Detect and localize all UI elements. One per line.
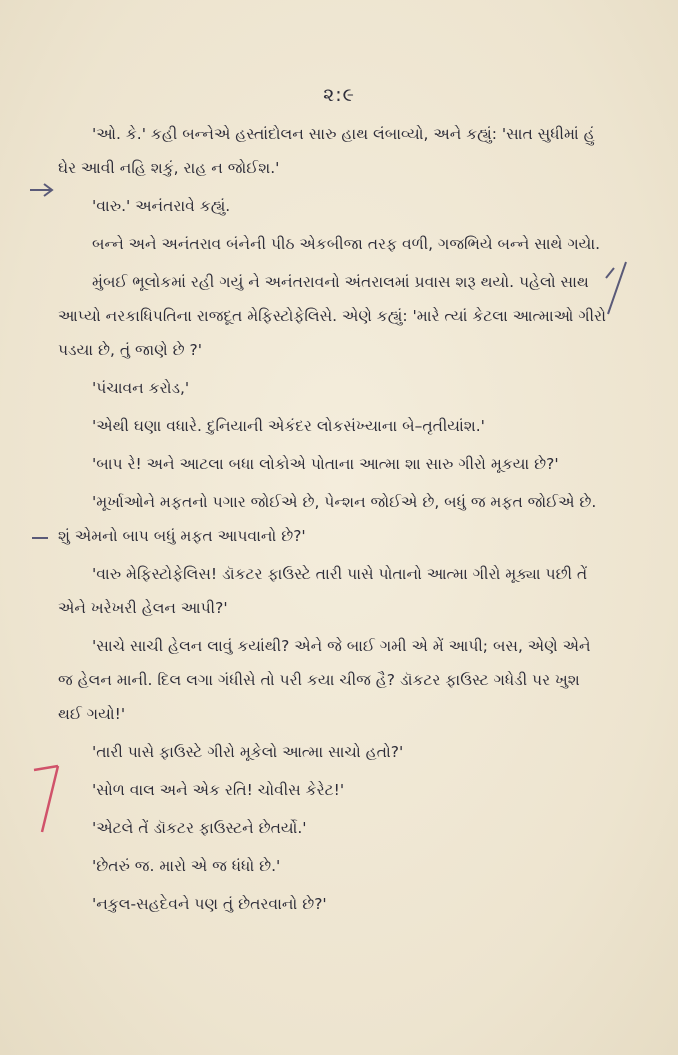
paragraph: 'બાપ રે! અને આટલા બધા લોકોએ પોતાના આત્મા શા સારુ ગીરો મૂકયા છે?' bbox=[92, 455, 559, 473]
paragraph: મુંબઈ ભૂલોકમાં રહી ગયું ને અનંતરાવનો અંતરાલમાં પ્રવાસ શરૂ થયો. પહેલો સાથ આપ્યો નરકાધિપતિના રાજદૂત મેફિસ્ટોફેલિસે. એણે કહ્યું: 'મારે ત્યાં કેટલા આત્માઓ ગીરો પડયા છે, તું જાણે છે ?' bbox=[58, 273, 606, 359]
paragraph: 'સાચે સાચી હેલન લાવું કયાંથી? એને જે બાઈ ગમી એ મેં આપી; બસ, એણે એને જ હેલન માની. દિલ લગા ગંધીસે તો પરી કયા ચીજ હૈ? ડૉકટર ફાઉસ્ટ ગધેડી પર ખુશ થઈ ગયો!' bbox=[58, 637, 591, 723]
pencil-dash-mark bbox=[30, 532, 50, 544]
pencil-tick-mark bbox=[600, 258, 640, 318]
body-text bbox=[58, 117, 606, 925]
paragraph: 'ઓ. કે.' કહી બન્નેએ હસ્તાંદોલન સારુ હાથ લંબાવ્યો, અને કહ્યું: 'સાત સુધીમાં હું ઘેર આવી નહિ શકું, રાહ ન જોઈશ.' bbox=[58, 125, 595, 177]
paragraph: 'તારી પાસે ફાઉસ્ટે ગીરો મૂકેલો આત્મા સાચો હતો?' bbox=[92, 743, 404, 761]
paragraph: બન્ને અને અનંતરાવ બંનેની પીઠ એકબીજા તરફ વળી, ગજભિયે બન્ને સાથે ગયેા. bbox=[92, 235, 601, 253]
paragraph: 'પંચાવન કરોડ,' bbox=[92, 379, 190, 397]
paragraph: 'સોળ વાલ અને એક રતિ! ચોવીસ કેરેટ!' bbox=[92, 781, 345, 799]
paragraph: 'મૂર્ખાઓને મફતનો પગાર જોઈએ છે, પેન્શન જોઈએ છે, બધું જ મફત જોઈએ છે. શું એમનો બાપ બધું મફત આપવાનો છે?' bbox=[58, 493, 597, 545]
paragraph: 'વારુ મેફિસ્ટોફેલિસ! ડૉકટર ફાઉસ્ટે તારી પાસે પોતાનો આત્મા ગીરો મૂક્યા પછી તેં એને ખરેખરી હેલન આપી?' bbox=[58, 565, 588, 617]
paragraph: 'એથી ઘણા વધારે. દુનિયાની એકંદર લોકસંખ્યાના બે–તૃતીયાંશ.' bbox=[92, 417, 485, 435]
paragraph: 'છેતરું જ. મારો એ જ ધંધો છે.' bbox=[92, 857, 281, 875]
pencil-arrow-mark bbox=[28, 180, 58, 200]
paragraph: 'નકુલ-સહદેવને પણ તું છેતરવાનો છે?' bbox=[92, 895, 327, 913]
paragraph: 'એટલે તેં ડૉકટર ફાઉસ્ટને છેતર્યો.' bbox=[92, 819, 307, 837]
paragraph: 'વારુ.' અનંતરાવે કહ્યું. bbox=[92, 197, 231, 215]
page-number: ૨:૯ bbox=[323, 84, 355, 106]
